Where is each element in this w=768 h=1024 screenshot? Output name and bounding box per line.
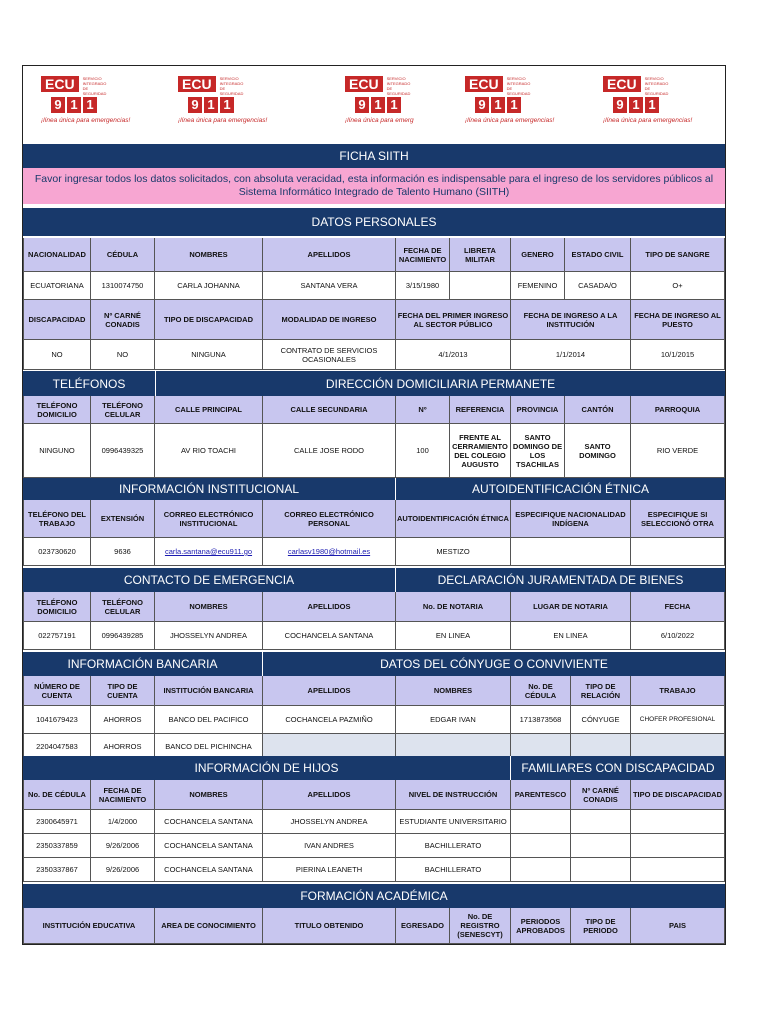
label-correo-institucional: CORREO ELECTRÓNICO INSTITUCIONAL	[155, 500, 263, 538]
label-pais: PAIS	[631, 908, 725, 944]
value-parroquia[interactable]: RIO VERDE	[631, 424, 725, 478]
value-tipo-sangre[interactable]: O+	[631, 272, 725, 300]
section-informacion-institucional: INFORMACIÓN INSTITUCIONAL	[23, 478, 396, 500]
label-titulo-obtenido: TITULO OBTENIDO	[263, 908, 396, 944]
label-numero-cuenta: NÚMERO DE CUENTA	[23, 676, 91, 706]
value-hijo-cedula[interactable]: 2300645971	[23, 810, 91, 834]
ecu911-logo: ECU SERVICIO INTEGRADO DE SEGURIDAD 9 1 1 ¡línea única para emergencias!	[178, 76, 268, 124]
value-familiar-carne-conadis[interactable]	[571, 858, 631, 882]
label-calle-principal: CALLE PRINCIPAL	[155, 396, 263, 424]
value-modalidad-ingreso[interactable]: CONTRATO DE SERVICIOS OCASIONALES	[263, 340, 396, 370]
ecu911-logo: ECU SERVICIO INTEGRADO DE SEGURIDAD 9 1 1 ¡línea única para emerg	[345, 76, 414, 124]
value-nivel-instruccion[interactable]: BACHILLERATO	[396, 834, 511, 858]
value-hijo-nombres[interactable]: COCHANCELA SANTANA	[155, 810, 263, 834]
label-conyuge-nombres: NOMBRES	[396, 676, 511, 706]
section-direccion: DIRECCIÓN DOMICILIARIA PERMANETE	[156, 371, 725, 396]
label-egresado: EGRESADO	[396, 908, 450, 944]
label-tipo-sangre: TIPO DE SANGRE	[631, 238, 725, 272]
label-institucion-educativa: INSTITUCIÓN EDUCATIVA	[23, 908, 155, 944]
value-cedula[interactable]: 1310074750	[91, 272, 155, 300]
table-row	[23, 810, 725, 834]
value-numero[interactable]: 100	[396, 424, 450, 478]
label-contacto-telefono-celular: TELÉFONO CELULAR	[91, 592, 155, 622]
label-familiar-tipo-discapacidad: TIPO DE DISCAPACIDAD	[631, 780, 725, 810]
label-contacto-nombres: NOMBRES	[155, 592, 263, 622]
value-familiar-tipo-discapacidad[interactable]	[631, 810, 725, 834]
value-tipo-relacion[interactable]: CÓNYUGE	[571, 706, 631, 734]
value-nacionalidad-indigena[interactable]	[511, 538, 631, 566]
label-area-conocimiento: AREA DE CONOCIMIENTO	[155, 908, 263, 944]
form-title: FICHA SIITH	[23, 144, 725, 168]
value-numero-notaria[interactable]: EN LINEA	[396, 622, 511, 650]
label-conyuge-apellidos: APELLIDOS	[263, 676, 396, 706]
value-referencia[interactable]: FRENTE AL CERRAMIENTO DEL COLEGIO AUGUSTO	[450, 424, 511, 478]
label-apellidos: APELLIDOS	[263, 238, 396, 272]
value-numero-cuenta[interactable]: 1041679423	[23, 706, 91, 734]
label-calle-secundaria: CALLE SECUNDARIA	[263, 396, 396, 424]
ecu911-logo: ECU SERVICIO INTEGRADO DE SEGURIDAD 9 1 1 ¡línea única para emergencias!	[603, 76, 693, 124]
label-fecha-primer-ingreso: FECHA DEL PRIMER INGRESO AL SECTOR PÚBLICO	[396, 300, 511, 340]
label-familiar-carne-conadis: Nº CARNÉ CONADIS	[571, 780, 631, 810]
value-tipo-cuenta[interactable]: AHORROS	[91, 734, 155, 760]
label-tipo-cuenta: TIPO DE CUENTA	[91, 676, 155, 706]
label-especifique-otra: ESPECIFIQUE SI SELECCIONÓ OTRA	[631, 500, 725, 538]
label-extension: EXTENSIÓN	[91, 500, 155, 538]
label-fecha-nacimiento: FECHA DE NACIMIENTO	[396, 238, 450, 272]
label-hijo-fecha-nacimiento: FECHA DE NACIMIENTO	[91, 780, 155, 810]
section-autoidentificacion: AUTOIDENTIFICACIÓN ÉTNICA	[396, 478, 725, 500]
value-familiar-tipo-discapacidad[interactable]	[631, 858, 725, 882]
value-correo-institucional-cell	[155, 538, 263, 566]
label-nacionalidad-indigena: ESPECIFIQUE NACIONALIDAD INDÍGENA	[511, 500, 631, 538]
label-hijo-cedula: No. DE CÉDULA	[23, 780, 91, 810]
label-tipo-periodo: TIPO DE PERIODO	[571, 908, 631, 944]
label-referencia: REFERENCIA	[450, 396, 511, 424]
label-canton: CANTÓN	[565, 396, 631, 424]
value-familiar-tipo-discapacidad[interactable]	[631, 834, 725, 858]
value-apellidos[interactable]: SANTANA VERA	[263, 272, 396, 300]
label-nacionalidad: NACIONALIDAD	[23, 238, 91, 272]
value-correo-personal-cell	[263, 538, 396, 566]
correo-institucional-link[interactable]: carla.santana@ecu911.go	[164, 547, 253, 556]
label-registro-senescyt: No. DE REGISTRO (SENESCYT)	[450, 908, 511, 944]
label-fecha-declaracion: FECHA	[631, 592, 725, 622]
value-hijo-apellidos[interactable]: PIERINA LEANETH	[263, 858, 396, 882]
value-familiar-carne-conadis[interactable]	[571, 810, 631, 834]
value-calle-principal[interactable]: AV RIO TOACHI	[155, 424, 263, 478]
label-correo-personal: CORREO ELECTRÓNICO PERSONAL	[263, 500, 396, 538]
value-conyuge-apellidos[interactable]: COCHANCELA PAZMIÑO	[263, 706, 396, 734]
value-nombres[interactable]: CARLA JOHANNA	[155, 272, 263, 300]
label-nivel-instruccion: NIVEL DE INSTRUCCIÓN	[396, 780, 511, 810]
ecu911-logo: ECU SERVICIO INTEGRADO DE SEGURIDAD 9 1 1 ¡línea única para emergencias!	[41, 76, 131, 124]
label-conyuge-cedula: No. DE CÉDULA	[511, 676, 571, 706]
value-trabajo[interactable]: CHOFER PROFESIONAL	[631, 706, 725, 734]
label-lugar-notaria: LUGAR DE NOTARIA	[511, 592, 631, 622]
value-hijo-nombres[interactable]: COCHANCELA SANTANA	[155, 858, 263, 882]
label-numero: Nº	[396, 396, 450, 424]
label-parroquia: PARROQUIA	[631, 396, 725, 424]
value-conyuge-nombres[interactable]: EDGAR IVAN	[396, 706, 511, 734]
label-discapacidad: DISCAPACIDAD	[23, 300, 91, 340]
section-datos-conyuge: DATOS DEL CÓNYUGE O CONVIVIENTE	[263, 652, 725, 676]
value-institucion-bancaria[interactable]: BANCO DEL PACIFICO	[155, 706, 263, 734]
ecu911-logo: ECU SERVICIO INTEGRADO DE SEGURIDAD 9 1 1 ¡línea única para emergencias!	[465, 76, 555, 124]
value-hijo-fecha-nacimiento[interactable]: 9/26/2006	[91, 858, 155, 882]
label-telefono-domicilio: TELÉFONO DOMICILIO	[23, 396, 91, 424]
value-hijo-apellidos[interactable]: IVAN ANDRES	[263, 834, 396, 858]
section-contacto-emergencia: CONTACTO DE EMERGENCIA	[23, 568, 396, 592]
label-genero: GENERO	[511, 238, 565, 272]
value-libreta-militar[interactable]	[450, 272, 511, 300]
value-discapacidad[interactable]: NO	[23, 340, 91, 370]
value-hijo-cedula[interactable]: 2350337867	[23, 858, 91, 882]
value-contacto-nombres[interactable]: JHOSSELYN ANDREA	[155, 622, 263, 650]
label-parentesco: PARENTESCO	[511, 780, 571, 810]
label-hijo-apellidos: APELLIDOS	[263, 780, 396, 810]
value-conyuge-cedula[interactable]: 1713873568	[511, 706, 571, 734]
value-nivel-instruccion[interactable]: BACHILLERATO	[396, 858, 511, 882]
label-tipo-relacion: TIPO DE RELACIÓN	[571, 676, 631, 706]
value-canton[interactable]: SANTO DOMINGO	[565, 424, 631, 478]
label-fecha-ingreso-puesto: FECHA DE INGRESO AL PUESTO	[631, 300, 725, 340]
value-contacto-apellidos[interactable]: COCHANCELA SANTANA	[263, 622, 396, 650]
value-institucion-bancaria[interactable]: BANCO DEL PICHINCHA	[155, 734, 263, 760]
section-informacion-bancaria: INFORMACIÓN BANCARIA	[23, 652, 263, 676]
label-trabajo: TRABAJO	[631, 676, 725, 706]
label-nombres: NOMBRES	[155, 238, 263, 272]
value-contacto-telefono-celular[interactable]: 0996439285	[91, 622, 155, 650]
value-nacionalidad[interactable]: ECUATORIANA	[23, 272, 91, 300]
value-hijo-fecha-nacimiento[interactable]: 1/4/2000	[91, 810, 155, 834]
label-hijo-nombres: NOMBRES	[155, 780, 263, 810]
label-cedula: CÉDULA	[91, 238, 155, 272]
label-telefono-celular: TELÉFONO CELULAR	[91, 396, 155, 424]
value-carne-conadis[interactable]: NO	[91, 340, 155, 370]
label-carne-conadis: Nº CARNÉ CONADIS	[91, 300, 155, 340]
section-declaracion-bienes: DECLARACIÓN JURAMENTADA DE BIENES	[396, 568, 725, 592]
value-hijo-cedula[interactable]: 2350337859	[23, 834, 91, 858]
value-parentesco[interactable]	[511, 810, 571, 834]
value-tipo-cuenta[interactable]: AHORROS	[91, 706, 155, 734]
value-hijo-apellidos[interactable]: JHOSSELYN ANDREA	[263, 810, 396, 834]
value-nivel-instruccion[interactable]: ESTUDIANTE UNIVERSITARIO	[396, 810, 511, 834]
table-row	[23, 706, 725, 734]
value-familiar-carne-conadis[interactable]	[571, 834, 631, 858]
label-contacto-apellidos: APELLIDOS	[263, 592, 396, 622]
label-provincia: PROVINCIA	[511, 396, 565, 424]
section-datos-personales: DATOS PERSONALES	[23, 208, 725, 236]
table-row	[23, 834, 725, 858]
value-parentesco[interactable]	[511, 858, 571, 882]
value-estado-civil[interactable]: CASADA/O	[565, 272, 631, 300]
value-contacto-telefono-domicilio[interactable]: 022757191	[23, 622, 91, 650]
logo-banner	[23, 66, 725, 142]
value-autoidentificacion-etnica[interactable]: MESTIZO	[396, 538, 511, 566]
table-row	[23, 858, 725, 882]
value-parentesco[interactable]	[511, 834, 571, 858]
section-telefonos: TELÉFONOS	[23, 371, 156, 396]
correo-personal-link[interactable]: carlasv1980@hotmail.es	[287, 547, 371, 556]
value-genero[interactable]: FEMENINO	[511, 272, 565, 300]
label-libreta-militar: LIBRETA MILITAR	[450, 238, 511, 272]
label-autoidentificacion-etnica: AUTOIDENTIFICACIÓN ÉTNICA	[396, 500, 511, 538]
label-telefono-trabajo: TELÉFONO DEL TRABAJO	[23, 500, 91, 538]
label-contacto-telefono-domicilio: TELÉFONO DOMICILIO	[23, 592, 91, 622]
label-estado-civil: ESTADO CIVIL	[565, 238, 631, 272]
value-especifique-otra[interactable]	[631, 538, 725, 566]
value-fecha-ingreso-institucion[interactable]: 1/1/2014	[511, 340, 631, 370]
value-hijo-nombres[interactable]: COCHANCELA SANTANA	[155, 834, 263, 858]
value-fecha-ingreso-puesto[interactable]: 10/1/2015	[631, 340, 725, 370]
value-hijo-fecha-nacimiento[interactable]: 9/26/2006	[91, 834, 155, 858]
label-modalidad-ingreso: MODALIDAD DE INGRESO	[263, 300, 396, 340]
value-tipo-discapacidad[interactable]: NINGUNA	[155, 340, 263, 370]
value-lugar-notaria[interactable]: EN LINEA	[511, 622, 631, 650]
value-fecha-nacimiento[interactable]: 3/15/1980	[396, 272, 450, 300]
value-calle-secundaria[interactable]: CALLE JOSE RODO	[263, 424, 396, 478]
ficha-siith-sheet	[22, 65, 726, 945]
value-telefono-celular[interactable]: 0996439325	[91, 424, 155, 478]
value-fecha-declaracion[interactable]: 6/10/2022	[631, 622, 725, 650]
value-fecha-primer-ingreso[interactable]: 4/1/2013	[396, 340, 511, 370]
label-periodos-aprobados: PERIODOS APROBADOS	[511, 908, 571, 944]
value-provincia[interactable]: SANTO DOMINGO DE LOS TSACHILAS	[511, 424, 565, 478]
section-familiares-discapacidad: FAMILIARES CON DISCAPACIDAD	[511, 756, 725, 780]
label-institucion-bancaria: INSTITUCIÓN BANCARIA	[155, 676, 263, 706]
label-numero-notaria: No. DE NOTARIA	[396, 592, 511, 622]
value-telefono-trabajo[interactable]: 023730620	[23, 538, 91, 566]
value-telefono-domicilio[interactable]: NINGUNO	[23, 424, 91, 478]
value-numero-cuenta[interactable]: 2204047583	[23, 734, 91, 760]
section-informacion-hijos: INFORMACIÓN DE HIJOS	[23, 756, 511, 780]
label-tipo-discapacidad: TIPO DE DISCAPACIDAD	[155, 300, 263, 340]
value-extension[interactable]: 9636	[91, 538, 155, 566]
section-formacion-academica: FORMACIÓN ACADÉMICA	[23, 884, 725, 908]
label-fecha-ingreso-institucion: FECHA DE INGRESO A LA INSTITUCIÓN	[511, 300, 631, 340]
instructions-text: Favor ingresar todos los datos solicitados, con absoluta veracidad, esta información es indispensable para el ingreso de los servidores públicos al Sistema Informático Integrado de Talento Humano (SIITH)	[23, 168, 725, 204]
